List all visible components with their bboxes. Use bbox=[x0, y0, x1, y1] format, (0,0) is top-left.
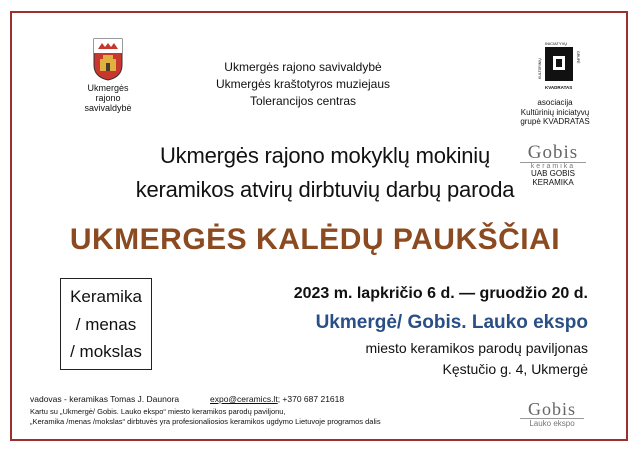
organizers-list bbox=[188, 59, 418, 110]
kvadratas-label-line2: Kultūrinių iniciatyvų bbox=[520, 107, 590, 117]
organizer-line: Ukmergės rajono savivaldybė bbox=[224, 60, 382, 74]
exhibition-title-line2: keramikos atvirų dirbtuvių darbų paroda bbox=[135, 177, 515, 202]
organizer-line: Tolerancijos centras bbox=[249, 94, 357, 108]
event-dates: 2023 m. lapkričio 6 d. — gruodžio 20 d. bbox=[293, 285, 588, 302]
program-box-line3: / mokslas bbox=[70, 342, 142, 361]
event-address: Kęstučio g. 4, Ukmergė bbox=[442, 361, 588, 377]
footer-curator: vadovas - keramikas Tomas J. Daunora bbox=[30, 394, 180, 404]
svg-text:KULTŪRINIŲ: KULTŪRINIŲ bbox=[538, 58, 542, 79]
email-link[interactable]: expo@ceramics.lt bbox=[210, 394, 278, 404]
event-pavilion: miesto keramikos parodų paviljonas bbox=[365, 340, 588, 356]
kvadratas-logo-icon bbox=[531, 37, 586, 97]
exhibition-title-line1: Ukmergės rajono mokyklų mokinių bbox=[159, 143, 491, 168]
kvadratas-label-line1: asociacija bbox=[537, 98, 573, 107]
municipality-label-line3: savivaldybė bbox=[84, 103, 132, 113]
event-venue: Ukmergė/ Gobis. Lauko ekspo bbox=[315, 312, 588, 333]
program-box-line1: Keramika bbox=[70, 287, 142, 306]
footer-contact bbox=[210, 394, 344, 404]
gobis-tagline: keramika bbox=[520, 162, 586, 171]
gobis-wordmark: Gobis bbox=[527, 142, 579, 163]
gobis-bottom-wordmark: Gobis bbox=[527, 399, 576, 419]
kvadratas-label-line3: grupė KVADRATAS bbox=[520, 117, 590, 126]
phone-number: ; +370 687 21618 bbox=[277, 394, 345, 404]
footer-note-line1: Kartu su „Ukmergė/ Gobis. Lauko ekspo“ miesto keramikos parodų paviljonu, bbox=[30, 407, 286, 416]
organizer-line: Ukmergės kraštotyros muziejaus bbox=[215, 77, 391, 91]
municipality-label-line2: rajono bbox=[95, 93, 121, 103]
svg-text:INICIATYVŲ: INICIATYVŲ bbox=[545, 41, 568, 46]
municipality-label-line1: Ukmergės bbox=[87, 83, 129, 93]
kvadratas-label bbox=[511, 98, 599, 127]
gobis-keramika-label: UAB GOBIS KERAMIKA bbox=[530, 169, 575, 187]
program-box-line2: / menas bbox=[75, 315, 137, 334]
municipality-crest-icon bbox=[92, 37, 124, 81]
program-box bbox=[60, 278, 152, 370]
exhibition-headline: UKMERGĖS KALĖDŲ PAUKŠČIAI bbox=[69, 223, 561, 256]
footer-note-line2: „Keramika /menas /mokslas“ dirbtuvės yra profesionaliosios keramikos ugdymo Lietuvoje programos dalis bbox=[30, 417, 381, 426]
svg-text:GRUPĖ: GRUPĖ bbox=[576, 51, 580, 64]
municipality-label bbox=[74, 83, 142, 113]
gobis-lauko-ekspo-logo bbox=[512, 400, 592, 432]
gobis-bottom-tagline: Lauko ekspo bbox=[520, 418, 584, 428]
svg-text:KVADRATAS: KVADRATAS bbox=[545, 85, 573, 90]
